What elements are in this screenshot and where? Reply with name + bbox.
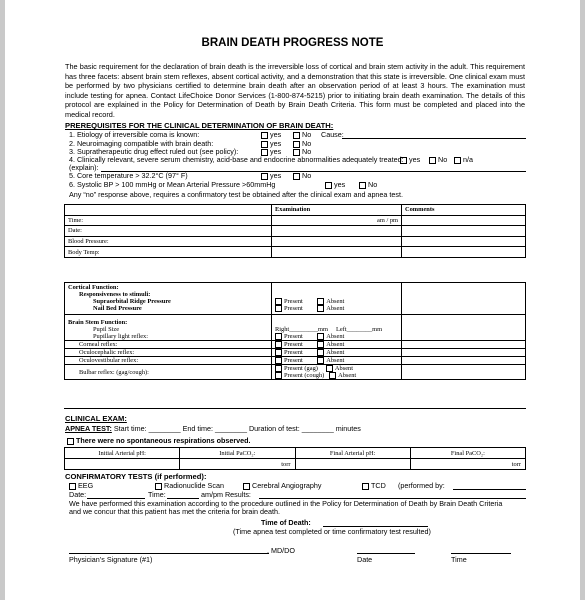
bp-cell[interactable]	[272, 236, 402, 247]
pupillary-options[interactable]: Present Absent	[272, 333, 402, 341]
date-cell[interactable]	[272, 226, 402, 237]
time-cell[interactable]: am / pm	[272, 215, 402, 226]
comment-cell[interactable]	[402, 247, 526, 258]
prereq-q6-yes[interactable]: yes	[325, 180, 345, 189]
checkbox-icon	[275, 365, 282, 372]
prereq-q5-no[interactable]: No	[293, 171, 311, 180]
prereq-q2-no[interactable]: No	[293, 139, 311, 148]
checkbox-icon	[275, 333, 282, 340]
nailbed-label: Nail Bed Pressure	[65, 305, 272, 315]
checkbox-icon	[293, 132, 300, 139]
table-row	[65, 291, 526, 298]
comment-cell[interactable]	[402, 291, 526, 298]
prereq-q3-yes[interactable]: yes	[261, 147, 281, 156]
checkbox-icon	[261, 173, 268, 180]
prereq-q1-yes[interactable]: yes	[261, 130, 281, 139]
date-row-label: Date:	[65, 226, 272, 237]
prereq-q5: 5. Core temperature > 32.2°C (97° F)	[69, 171, 188, 180]
prereq-q4-no[interactable]: No	[429, 155, 447, 164]
checkbox-icon	[429, 157, 436, 164]
time-row-label: Time:	[65, 215, 272, 226]
table-row	[65, 236, 526, 247]
prereq-q4: 4. Clinically relevant, severe serum chemistry, acid-base and endocrine abnormalities adequately treated:	[69, 155, 404, 164]
prereq-q4-na[interactable]: n/a	[454, 155, 473, 164]
prereq-q6: 6. Systolic BP > 100 mmHg or Mean Arterial Pressure >60mmHg	[69, 180, 276, 189]
comment-cell[interactable]	[402, 236, 526, 247]
corneal-label: Corneal reflex:	[65, 341, 272, 349]
table-row	[65, 459, 526, 470]
comment-cell[interactable]	[402, 315, 526, 327]
prereq-heading: PREREQUISITES FOR THE CLINICAL DETERMINATION OF BRAIN DEATH:	[65, 121, 334, 130]
comment-cell[interactable]	[402, 333, 526, 341]
time-of-death-label: Time of Death:	[261, 518, 311, 527]
initial-pco2-value[interactable]: torr	[180, 459, 295, 470]
prereq-q5-yes[interactable]: yes	[261, 171, 281, 180]
prereq-note: Any “no” response above, requires a confirmatory test be obtained after the clinical exam and apnea test.	[69, 190, 404, 199]
prereq-q3: 3. Supratherapeutic drug effect ruled out (see policy):	[69, 147, 239, 156]
prereq-explain-label: (explain):	[69, 163, 99, 172]
intro-paragraph: The basic requirement for the declaration of brain death is the irreversible loss of cortical and brain stem activity in the adult. This requirement has three facets: absent brain stem reflexes, absent cortical activity, and a demonstration that this state is irreversible. One clinical exam must be performed by two physicians certified to determine brain death after an observation period of at least 3 hours. The examination must include testing for apnea. Contact LifeChoice Donor Services (1-800-874-5215) prior to initiating brain death examination. The details of this protocol are explained in the Policy for Determination of Death by Brain Death Criteria. This form must be completed and placed into the medical record.	[65, 62, 525, 119]
signature-label: Physician’s Signature (#1)	[69, 555, 153, 564]
checkbox-icon	[261, 132, 268, 139]
clinical-exam-heading: CLINICAL EXAM:	[65, 414, 127, 423]
checkbox-icon	[454, 157, 461, 164]
table-row	[65, 298, 526, 305]
prereq-q2: 2. Neuroimaging compatible with brain death:	[69, 139, 214, 148]
corneal-options[interactable]: Present Absent	[272, 341, 402, 349]
checkbox-icon	[155, 483, 162, 490]
initial-pco2-header: Initial PaCO₂:	[180, 448, 295, 459]
checkbox-icon	[67, 438, 74, 445]
oculovestibular-options[interactable]: Present Absent	[272, 357, 402, 365]
sig-date-label: Date	[357, 555, 373, 564]
table-row	[65, 448, 526, 459]
test-eeg[interactable]: EEG	[69, 481, 93, 490]
table-row	[65, 205, 526, 216]
comments-header: Comments	[402, 205, 526, 216]
confirm-results-label: am/pm Results:	[201, 490, 251, 499]
comment-cell[interactable]	[402, 349, 526, 357]
prereq-q1-no[interactable]: No	[293, 130, 311, 139]
table-row	[65, 326, 526, 333]
prereq-cause-label: Cause:	[321, 130, 344, 139]
comment-cell[interactable]	[402, 357, 526, 365]
bulbar-label: Bulbar reflex: (gag/cough):	[65, 365, 272, 380]
table-row	[65, 247, 526, 258]
checkbox-icon	[317, 333, 324, 340]
comment-cell[interactable]	[402, 298, 526, 305]
table-row	[65, 365, 526, 380]
test-tcd[interactable]: TCD	[362, 481, 386, 490]
checkbox-icon	[325, 182, 332, 189]
checkbox-icon	[275, 349, 282, 356]
table-row	[65, 315, 526, 327]
pupil-size-label: Pupil Size	[65, 326, 272, 333]
table-row	[65, 349, 526, 357]
oculocephalic-options[interactable]: Present Absent	[272, 349, 402, 357]
sig-time-line[interactable]	[451, 553, 511, 554]
blood-gas-table	[64, 447, 526, 470]
comment-cell[interactable]	[402, 326, 526, 333]
comment-cell[interactable]	[402, 365, 526, 380]
checkbox-icon	[275, 372, 282, 379]
brainstem-label: Brain Stem Function:	[65, 315, 272, 327]
blank-header	[65, 205, 272, 216]
checkbox-icon	[275, 341, 282, 348]
bp-row-label: Blood Pressure:	[65, 236, 272, 247]
mddo-label: , MD/DO	[267, 546, 295, 555]
prereq-q6-no[interactable]: No	[359, 180, 377, 189]
checkbox-icon	[275, 298, 282, 305]
nailbed-options[interactable]: Present Absent	[272, 305, 402, 315]
test-cerebral-angiography[interactable]: Cerebral Angiography	[243, 481, 322, 490]
performed-by-label: (performed by:	[398, 481, 445, 490]
attestation-line-1: We have performed this examination according to the procedure outlined in the Policy for Determination of Death by Brain Death Criteria	[69, 499, 503, 508]
checkbox-icon	[317, 349, 324, 356]
checkbox-icon	[275, 357, 282, 364]
temp-row-label: Body Temp:	[65, 247, 272, 258]
bulbar-options[interactable]: Present (gag) Absent Present (cough) Absent	[272, 365, 402, 380]
prereq-q3-no[interactable]: No	[293, 147, 311, 156]
checkbox-icon	[326, 365, 333, 372]
checkbox-icon	[317, 298, 324, 305]
document-page	[5, 0, 580, 600]
checkbox-icon	[317, 357, 324, 364]
supraorbital-label: Supraorbital Ridge Pressure	[65, 298, 272, 305]
comment-cell[interactable]	[402, 283, 526, 292]
neuro-exam-table	[64, 282, 526, 380]
comment-cell[interactable]	[402, 305, 526, 315]
attestation-line-2: and we concur that this patient has met the criteria for brain death.	[69, 507, 280, 516]
checkbox-icon	[69, 483, 76, 490]
checkbox-icon	[293, 173, 300, 180]
checkbox-icon	[359, 182, 366, 189]
test-radionuclide[interactable]: Radionuclide Scan	[155, 481, 224, 490]
table-row	[65, 215, 526, 226]
confirmatory-heading: CONFIRMATORY TESTS (if performed):	[65, 472, 207, 481]
comment-cell[interactable]	[402, 226, 526, 237]
comment-cell[interactable]	[402, 215, 526, 226]
checkbox-icon	[317, 305, 324, 312]
checkbox-icon	[275, 305, 282, 312]
confirm-time-label: Time:	[148, 490, 166, 499]
supraorbital-options[interactable]: Present Absent	[272, 298, 402, 305]
cause-line[interactable]	[342, 138, 526, 139]
oculocephalic-label: Oculocephalic reflex:	[65, 349, 272, 357]
checkbox-icon	[329, 372, 336, 379]
sig-date-line[interactable]	[357, 553, 415, 554]
prereq-q1: 1. Etiology of irreversible coma is known:	[69, 130, 200, 139]
initial-ph-value[interactable]	[65, 459, 180, 470]
checkbox-icon	[317, 341, 324, 348]
blank-cell	[272, 283, 402, 292]
checkbox-icon	[243, 483, 250, 490]
performed-by-line[interactable]	[453, 489, 526, 490]
final-pco2-value[interactable]: torr	[410, 459, 525, 470]
oculovestibular-label: Oculovestibular reflex:	[65, 357, 272, 365]
no-respirations-statement[interactable]: There were no spontaneous respirations observed.	[67, 436, 251, 445]
exam-table	[64, 204, 526, 258]
final-ph-value[interactable]	[295, 459, 410, 470]
confirm-date-label: Date:	[69, 490, 87, 499]
table-row	[65, 283, 526, 292]
table-row	[65, 305, 526, 315]
pupil-size-fields[interactable]: Right_________mm Left________mm	[272, 326, 402, 333]
prereq-q4-yes[interactable]: yes	[400, 155, 420, 164]
cortical-function-label: Cortical Function:	[65, 283, 272, 292]
blank-cell	[272, 315, 402, 327]
signature-line[interactable]	[69, 553, 269, 554]
page-title: BRAIN DEATH PROGRESS NOTE	[201, 37, 384, 49]
checkbox-icon	[400, 157, 407, 164]
table-row	[65, 357, 526, 365]
table-row	[65, 341, 526, 349]
final-ph-header: Final Arterial pH:	[295, 448, 410, 459]
pupillary-label: Pupillary light reflex:	[65, 333, 272, 341]
comment-cell[interactable]	[402, 341, 526, 349]
table-row	[65, 226, 526, 237]
time-of-death-note: (Time apnea test completed or time confirmatory test resulted)	[233, 527, 431, 536]
prereq-q2-yes[interactable]: yes	[261, 139, 281, 148]
checkbox-icon	[362, 483, 369, 490]
initial-ph-header: Initial Arterial pH:	[65, 448, 180, 459]
examination-header: Examination	[272, 205, 402, 216]
temp-cell[interactable]	[272, 247, 402, 258]
apnea-test-row: APNEA TEST: Start time: ________ End time: ________ Duration of test: ________ minutes	[65, 424, 361, 433]
responsiveness-label: Responsiveness to stimuli:	[65, 291, 272, 298]
table-row	[65, 333, 526, 341]
blank-cell	[272, 291, 402, 298]
section-divider	[64, 408, 526, 409]
final-pco2-header: Final PaCO₂:	[410, 448, 525, 459]
sig-time-label: Time	[451, 555, 467, 564]
